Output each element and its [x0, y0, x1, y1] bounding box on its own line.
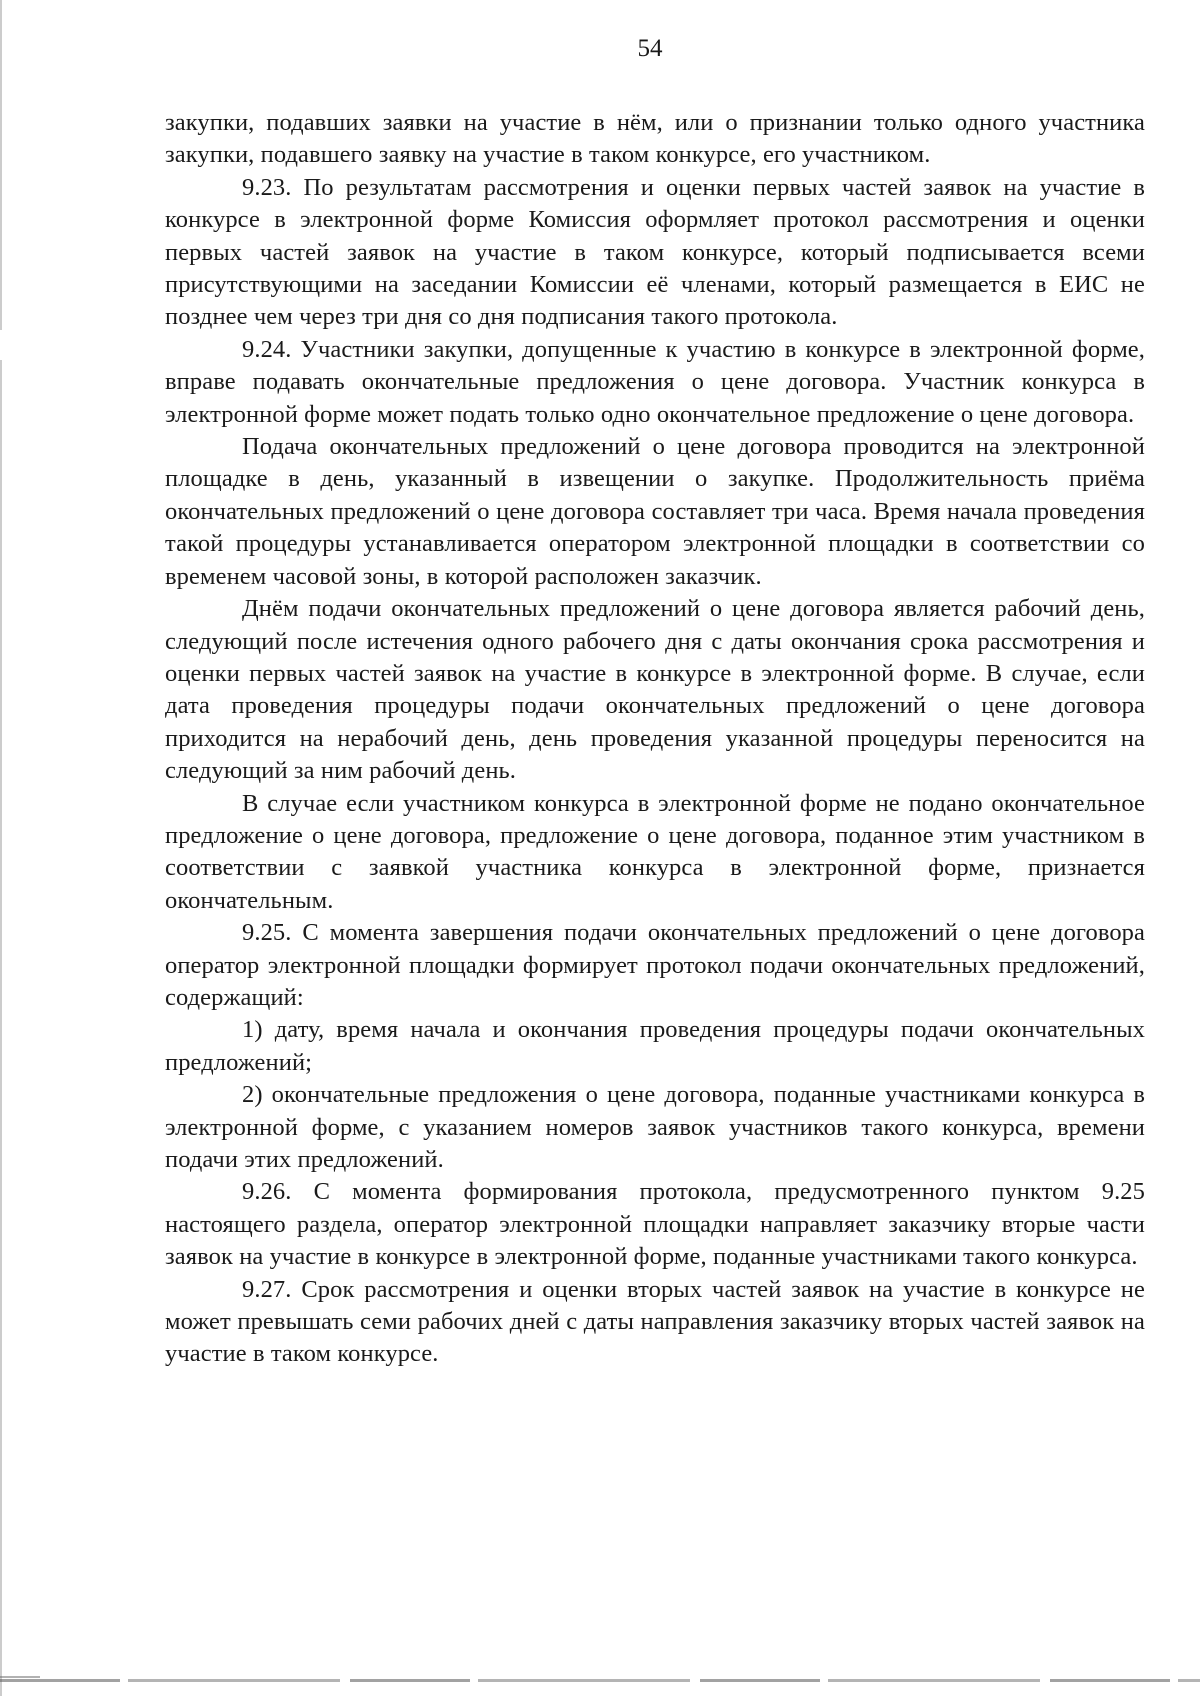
scan-edge-left	[0, 0, 2, 1696]
paragraph-9-26: 9.26. С момента формирования протокола, предусмотренного пунктом 9.25 настоящего раздела, оператор электронной площадки направляет заказчику вторые части заявок на участие в конкурсе в электронной форме, поданные участниками такого конкурса.	[165, 1178, 1145, 1271]
paragraph-9-25: 9.25. С момента завершения подачи окончательных предложений о цене договора оператор электронной площадки формирует протокол подачи окончательных предложений, содержащий:	[165, 919, 1145, 1011]
scan-corner-mark	[0, 1676, 40, 1696]
document-body	[165, 107, 1145, 1371]
paragraph-9-24: 9.24. Участники закупки, допущенные к участию в конкурсе в электронной форме, вправе подавать окончательные предложения о цене договора. Участник конкурса в электронной форме может подать только одно окончательное предложение о цене договора.	[165, 335, 1145, 428]
paragraph-intro-continuation: закупки, подавших заявки на участие в нём, или о признании только одного участника закупки, подавшего заявку на участие в таком конкурсе, его участником.	[165, 109, 1145, 169]
paragraph-submission-day: Днём подачи окончательных предложений о цене договора является рабочий день, следующий после истечения одного рабочего дня с даты окончания срока рассмотрения и оценки первых частей заявок на участие в конкурсе в электронной форме. В случае, если дата проведения процедуры подачи окончательных предложений о цене договора приходится на нерабочий день, день проведения указанной процедуры переносится на следующий за ним рабочий день.	[165, 595, 1145, 785]
paragraph-9-27: 9.27. Срок рассмотрения и оценки вторых частей заявок на участие в конкурсе не может превышать семи рабочих дней с даты направления заказчику вторых частей заявок на участие в таком конкурсе.	[165, 1275, 1145, 1368]
page-number: 54	[637, 35, 663, 62]
paragraph-9-23: 9.23. По результатам рассмотрения и оценки первых частей заявок на участие в конкурсе в электронной форме Комиссия оформляет протокол рассмотрения и оценки первых частей заявок на участие в таком конкурсе, который подписывается всеми присутствующими на заседании Комиссии её членами, который размещается в ЕИС не позднее чем через три дня со дня подписания такого протокола.	[165, 173, 1145, 331]
paragraph-9-25-item-2: 2) окончательные предложения о цене договора, поданные участниками конкурса в электронной форме, с указанием номеров заявок участников такого конкурса, времени подачи этих предложений.	[165, 1081, 1145, 1173]
paragraph-no-final-offer: В случае если участником конкурса в электронной форме не подано окончательное предложение о цене договора, предложение о цене договора, поданное этим участником в соответствии с заявкой участника конкурса в электронной форме, признается окончательным.	[165, 789, 1145, 914]
paragraph-final-offers-procedure: Подача окончательных предложений о цене договора проводится на электронной площадке в день, указанный в извещении о закупке. Продолжительность приёма окончательных предложений о цене договора составляет три часа. Время начала проведения такой процедуры устанавливается оператором электронной площадки в соответствии со временем часовой зоны, в которой расположен заказчик.	[165, 433, 1145, 590]
scan-edge-bottom	[0, 1679, 1200, 1682]
paragraph-9-25-item-1: 1) дату, время начала и окончания проведения процедуры подачи окончательных предложений;	[165, 1016, 1145, 1076]
